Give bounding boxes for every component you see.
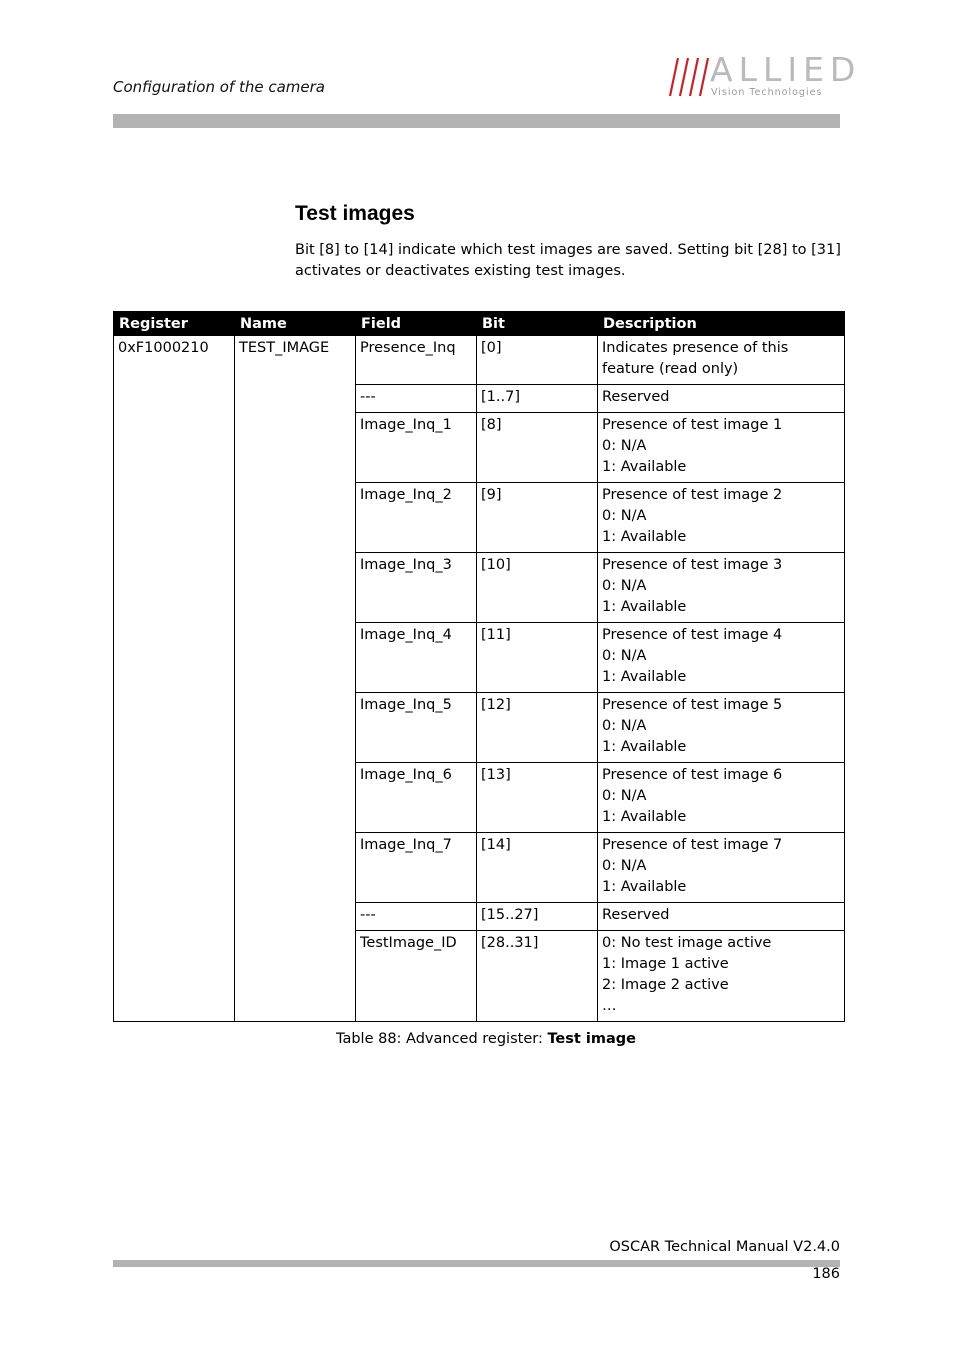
description-cell: 0: No test image active 1: Image 1 active 2: Image 2 active … — [598, 931, 845, 1022]
bit-cell: [9] — [477, 483, 598, 553]
footer-rule — [113, 1260, 840, 1267]
bit-cell: [11] — [477, 623, 598, 693]
field-cell: TestImage_ID — [356, 931, 477, 1022]
section-title: Test images — [295, 202, 415, 225]
description-cell: Presence of test image 4 0: N/A 1: Available — [598, 623, 845, 693]
description-cell: Presence of test image 7 0: N/A 1: Available — [598, 833, 845, 903]
allied-logo — [666, 50, 862, 102]
field-cell: --- — [356, 385, 477, 413]
description-cell: Indicates presence of this feature (read only) — [598, 336, 845, 385]
bit-cell: [28..31] — [477, 931, 598, 1022]
running-header: Configuration of the camera — [113, 78, 325, 96]
caption-title: Test image — [547, 1031, 636, 1047]
description-cell: Presence of test image 3 0: N/A 1: Available — [598, 553, 845, 623]
field-cell: Image_Inq_2 — [356, 483, 477, 553]
field-cell: Image_Inq_7 — [356, 833, 477, 903]
column-header-name: Name — [235, 312, 356, 336]
logo-subtitle: Vision Technologies — [711, 87, 823, 98]
table-header-row — [114, 312, 845, 336]
field-cell: Image_Inq_3 — [356, 553, 477, 623]
field-cell: Image_Inq_1 — [356, 413, 477, 483]
caption-prefix: Table 88: Advanced register: — [336, 1031, 548, 1047]
column-header-field: Field — [356, 312, 477, 336]
table-caption — [336, 1031, 636, 1047]
bit-cell: [0] — [477, 336, 598, 385]
field-cell: Presence_Inq — [356, 336, 477, 385]
description-cell: Presence of test image 1 0: N/A 1: Available — [598, 413, 845, 483]
field-cell: Image_Inq_4 — [356, 623, 477, 693]
register-address-cell: 0xF1000210 — [114, 336, 235, 1022]
register-name-cell: TEST_IMAGE — [235, 336, 356, 1022]
page-number: 186 — [812, 1266, 840, 1282]
register-table — [113, 311, 845, 1022]
description-cell: Presence of test image 6 0: N/A 1: Available — [598, 763, 845, 833]
column-header-register: Register — [114, 312, 235, 336]
section-intro: Bit [8] to [14] indicate which test images are saved. Setting bit [28] to [31] activates or deactivates existing test images. — [295, 242, 841, 279]
description-cell: Presence of test image 2 0: N/A 1: Available — [598, 483, 845, 553]
bit-cell: [14] — [477, 833, 598, 903]
description-cell: Reserved — [598, 903, 845, 931]
table-row — [114, 336, 845, 385]
logo-slashes-icon — [666, 54, 710, 98]
bit-cell: [12] — [477, 693, 598, 763]
column-header-bit: Bit — [477, 312, 598, 336]
field-cell: --- — [356, 903, 477, 931]
bit-cell: [13] — [477, 763, 598, 833]
field-cell: Image_Inq_6 — [356, 763, 477, 833]
header-rule — [113, 114, 840, 128]
description-cell: Reserved — [598, 385, 845, 413]
bit-cell: [15..27] — [477, 903, 598, 931]
logo-wordmark: ALLIED — [710, 50, 862, 89]
column-header-description: Description — [598, 312, 845, 336]
description-cell: Presence of test image 5 0: N/A 1: Available — [598, 693, 845, 763]
field-cell: Image_Inq_5 — [356, 693, 477, 763]
bit-cell: [10] — [477, 553, 598, 623]
footer-manual-title: OSCAR Technical Manual V2.4.0 — [609, 1239, 840, 1255]
bit-cell: [8] — [477, 413, 598, 483]
bit-cell: [1..7] — [477, 385, 598, 413]
